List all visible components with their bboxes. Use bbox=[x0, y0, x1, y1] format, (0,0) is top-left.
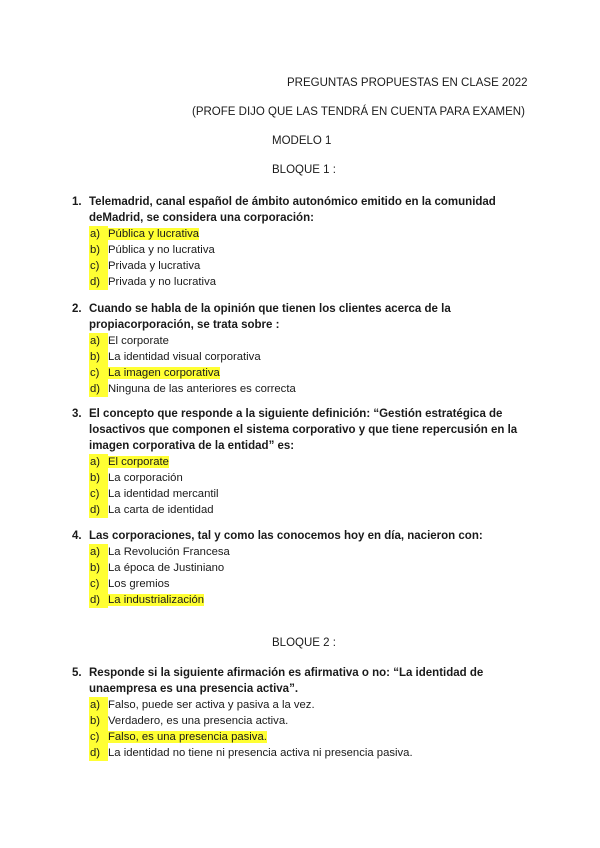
option-letter: d) bbox=[89, 592, 108, 608]
answer-option bbox=[89, 349, 532, 365]
option-letter: b) bbox=[89, 560, 108, 576]
answer-option bbox=[89, 274, 532, 290]
question-number: 4. bbox=[72, 530, 82, 542]
question-1 bbox=[72, 194, 532, 290]
answer-option bbox=[89, 713, 532, 729]
answer-option bbox=[89, 258, 532, 274]
question-text bbox=[72, 528, 532, 544]
option-letter: a) bbox=[89, 226, 108, 242]
question-text bbox=[72, 301, 532, 333]
question-number: 5. bbox=[72, 667, 82, 679]
question-line: unaempresa es una presencia activa”. bbox=[89, 683, 299, 695]
question-3 bbox=[72, 406, 532, 518]
option-letter: c) bbox=[89, 258, 108, 274]
question-5 bbox=[72, 665, 532, 761]
option-text: Verdadero, es una presencia activa. bbox=[108, 715, 289, 727]
document-subtitle: (PROFE DIJO QUE LAS TENDRÁ EN CUENTA PARA EXAMEN) bbox=[192, 106, 525, 118]
option-letter: b) bbox=[89, 713, 108, 729]
document-title: PREGUNTAS PROPUESTAS EN CLASE 2022 bbox=[287, 77, 528, 89]
option-letter: d) bbox=[89, 502, 108, 518]
highlighted-answer-text: La imagen corporativa bbox=[108, 367, 220, 379]
option-letter: b) bbox=[89, 242, 108, 258]
highlighted-answer-text: Pública y lucrativa bbox=[108, 228, 200, 240]
block-1-heading: BLOQUE 1 : bbox=[272, 164, 336, 176]
option-text: Los gremios bbox=[108, 578, 170, 590]
question-number: 1. bbox=[72, 196, 82, 208]
highlighted-answer-text: La industrialización bbox=[108, 594, 205, 606]
answer-option bbox=[89, 333, 532, 349]
option-text: El corporate bbox=[108, 335, 169, 347]
option-letter: a) bbox=[89, 333, 108, 349]
question-line: imagen corporativa de la entidad” es: bbox=[89, 440, 295, 452]
answer-option bbox=[89, 365, 532, 381]
option-text: Privada y lucrativa bbox=[108, 260, 201, 272]
question-line: El concepto que responde a la siguiente definición: “Gestión estratégica de bbox=[89, 408, 503, 420]
option-text: La identidad visual corporativa bbox=[108, 351, 261, 363]
answer-option bbox=[89, 502, 532, 518]
option-text: La Revolución Francesa bbox=[108, 546, 230, 558]
model-label: MODELO 1 bbox=[272, 135, 332, 147]
highlighted-answer-text: Falso, es una presencia pasiva. bbox=[108, 731, 267, 743]
answer-option bbox=[89, 592, 532, 608]
answer-option bbox=[89, 745, 532, 761]
option-letter: b) bbox=[89, 470, 108, 486]
option-letter: d) bbox=[89, 274, 108, 290]
answer-option bbox=[89, 576, 532, 592]
question-line: Las corporaciones, tal y como las conocemos hoy en día, nacieron con: bbox=[89, 530, 483, 542]
option-text: La identidad mercantil bbox=[108, 488, 219, 500]
option-text: Falso, puede ser activa y pasiva a la vez. bbox=[108, 699, 315, 711]
option-text: Ninguna de las anteriores es correcta bbox=[108, 383, 296, 395]
option-text: La carta de identidad bbox=[108, 504, 214, 516]
option-letter: a) bbox=[89, 544, 108, 560]
answer-option bbox=[89, 454, 532, 470]
option-letter: c) bbox=[89, 486, 108, 502]
question-line: deMadrid, se considera una corporación: bbox=[89, 212, 314, 224]
question-line: Responde si la siguiente afirmación es afirmativa o no: “La identidad de bbox=[89, 667, 484, 679]
question-line: Cuando se habla de la opinión que tienen los clientes acerca de la bbox=[89, 303, 451, 315]
question-line: Telemadrid, canal español de ámbito autonómico emitido en la comunidad bbox=[89, 196, 496, 208]
answer-option bbox=[89, 729, 532, 745]
option-text: La época de Justiniano bbox=[108, 562, 225, 574]
option-letter: c) bbox=[89, 365, 108, 381]
question-text bbox=[72, 665, 532, 697]
answer-option bbox=[89, 226, 532, 242]
option-letter: d) bbox=[89, 381, 108, 397]
answer-option bbox=[89, 544, 532, 560]
option-text: Pública y no lucrativa bbox=[108, 244, 215, 256]
option-text: Privada y no lucrativa bbox=[108, 276, 216, 288]
option-letter: d) bbox=[89, 745, 108, 761]
highlighted-answer-text: El corporate bbox=[108, 456, 169, 468]
option-letter: a) bbox=[89, 454, 108, 470]
question-text bbox=[72, 406, 532, 454]
answer-option bbox=[89, 381, 532, 397]
question-2 bbox=[72, 301, 532, 397]
answer-option bbox=[89, 697, 532, 713]
question-line: propiacorporación, se trata sobre : bbox=[89, 319, 280, 331]
option-letter: c) bbox=[89, 729, 108, 745]
option-letter: b) bbox=[89, 349, 108, 365]
option-letter: a) bbox=[89, 697, 108, 713]
answer-option bbox=[89, 470, 532, 486]
question-4 bbox=[72, 528, 532, 608]
question-line: losactivos que componen el sistema corporativo y que tiene repercusión en la bbox=[89, 424, 518, 436]
answer-option bbox=[89, 242, 532, 258]
question-number: 2. bbox=[72, 303, 82, 315]
answer-option bbox=[89, 486, 532, 502]
question-number: 3. bbox=[72, 408, 82, 420]
option-letter: c) bbox=[89, 576, 108, 592]
question-text bbox=[72, 194, 532, 226]
block-2-heading: BLOQUE 2 : bbox=[272, 637, 336, 649]
answer-option bbox=[89, 560, 532, 576]
option-text: La identidad no tiene ni presencia activa ni presencia pasiva. bbox=[108, 747, 413, 759]
option-text: La corporación bbox=[108, 472, 183, 484]
